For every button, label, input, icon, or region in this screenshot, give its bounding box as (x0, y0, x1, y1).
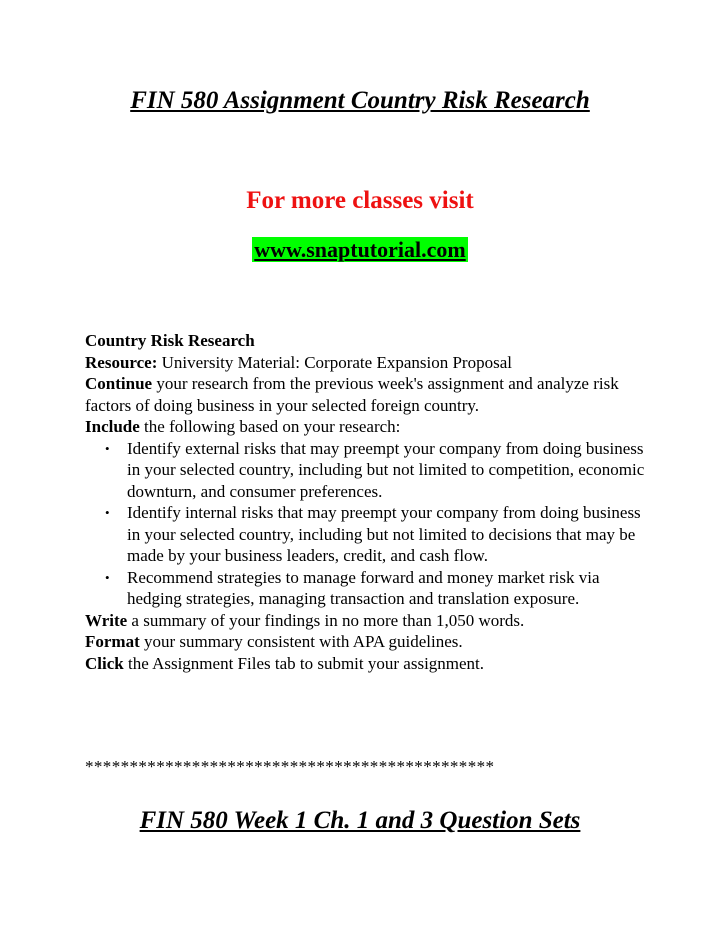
bullet-icon: • (105, 440, 110, 456)
resource-label: Resource: (85, 352, 158, 372)
include-label: Include (85, 417, 140, 436)
requirements-list (85, 438, 645, 610)
format-label: Format (85, 632, 140, 651)
click-line (85, 653, 645, 675)
list-item-text: Identify external risks that may preempt your company from doing business in your selected country, including but not limited to competition, economic downturn, and consumer preferences. (127, 438, 645, 501)
promo-visit-text: For more classes visit (246, 187, 474, 214)
promo-url-link[interactable]: www.snaptutorial.com (254, 237, 466, 262)
include-text: the following based on your research: (139, 417, 401, 436)
next-assignment-title: FIN 580 Week 1 Ch. 1 and 3 Question Sets (139, 807, 581, 834)
include-line (85, 416, 645, 438)
document-title: FIN 580 Assignment Country Risk Research (130, 87, 590, 114)
assignment-body (85, 330, 645, 674)
continue-text: your research from the previous week's assignment and analyze risk factors of doing business in your selected foreign country. (85, 374, 619, 415)
continue-line (85, 373, 645, 416)
section-heading: Country Risk Research (85, 331, 255, 350)
list-item-text: Recommend strategies to manage forward and money market risk via hedging strategies, managing transaction and translation exposure. (127, 567, 600, 608)
resource-text: University Material: Corporate Expansion Proposal (157, 352, 512, 372)
list-item (105, 567, 645, 610)
continue-label: Continue (85, 374, 153, 393)
promo-url-line (0, 237, 720, 263)
resource-line (85, 352, 645, 374)
list-item (105, 502, 645, 567)
bullet-icon: • (105, 569, 110, 585)
list-item-text: Identify internal risks that may preempt your company from doing business in your selected country, including but not limited to decisions that may be made by your business leaders, credit, and cash flow. (127, 503, 641, 565)
separator-line: ********************************************** (85, 757, 495, 776)
format-text: your summary consistent with APA guidelines. (139, 632, 463, 651)
click-label: Click (85, 653, 124, 673)
click-text: the Assignment Files tab to submit your assignment. (123, 653, 485, 673)
list-item (105, 438, 645, 503)
write-label: Write (85, 610, 128, 630)
write-line (85, 610, 645, 632)
write-text: a summary of your findings in no more than 1,050 words. (127, 610, 525, 630)
format-line (85, 631, 645, 653)
bullet-icon: • (105, 505, 110, 520)
